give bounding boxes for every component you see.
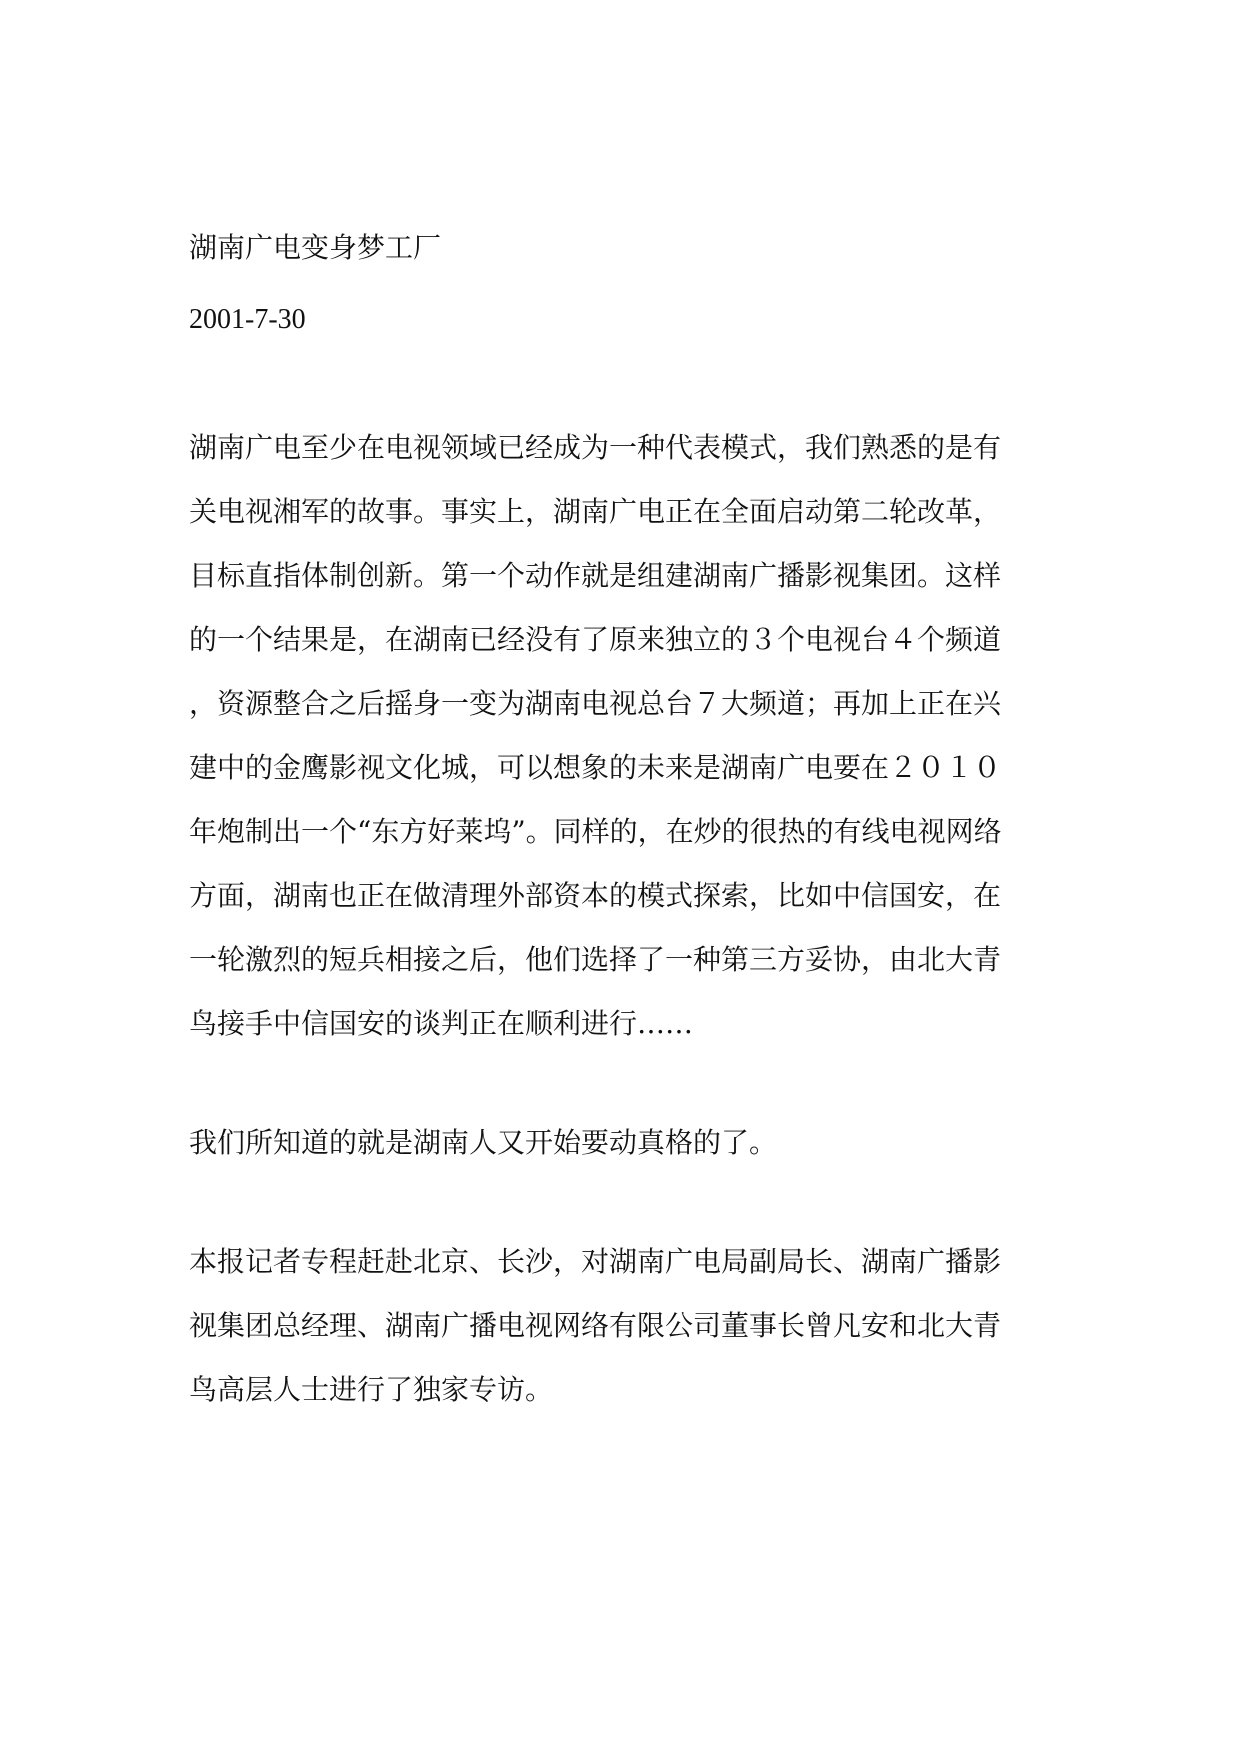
paragraph-line: 鸟接手中信国安的谈判正在顺利进行…… (189, 1007, 694, 1040)
paragraph-2 (189, 1111, 1059, 1175)
article-date: 2001-7-30 (189, 304, 306, 335)
paragraph-1 (189, 416, 1059, 1056)
paragraph-line: 目标直指体制创新。第一个动作就是组建湖南广播影视集团。这样 (189, 559, 1002, 592)
paragraph-line: 建中的金鹰影视文化城，可以想象的未来是湖南广电要在２０１０ (189, 751, 1002, 784)
paragraph-line: 关电视湘军的故事。事实上，湖南广电正在全面启动第二轮改革， (189, 495, 1002, 528)
paragraph-line: 的一个结果是，在湖南已经没有了原来独立的３个电视台４个频道 (189, 623, 1002, 656)
paragraph-line: 视集团总经理、湖南广播电视网络有限公司董事长曾凡安和北大青 (189, 1309, 1002, 1342)
article-title: 湖南广电变身梦工厂 (189, 231, 442, 264)
paragraph-line: 湖南广电至少在电视领域已经成为一种代表模式，我们熟悉的是有 (189, 431, 1002, 464)
paragraph-line: 年炮制出一个“东方好莱坞”。同样的，在炒的很热的有线电视网络 (189, 815, 1002, 848)
paragraph-line: 本报记者专程赶赴北京、长沙，对湖南广电局副局长、湖南广播影 (189, 1245, 1002, 1278)
paragraph-3 (189, 1230, 1059, 1422)
paragraph-line: 鸟高层人士进行了独家专访。 (189, 1373, 554, 1406)
article-content (189, 228, 1059, 1422)
paragraph-line: 我们所知道的就是湖南人又开始要动真格的了。 (189, 1126, 778, 1159)
paragraph-line: 一轮激烈的短兵相接之后，他们选择了一种第三方妥协，由北大青 (189, 943, 1002, 976)
paragraph-line: ，资源整合之后摇身一变为湖南电视总台７大频道；再加上正在兴 (189, 687, 1002, 720)
paragraph-line: 方面，湖南也正在做清理外部资本的模式探索，比如中信国安，在 (189, 879, 1002, 912)
